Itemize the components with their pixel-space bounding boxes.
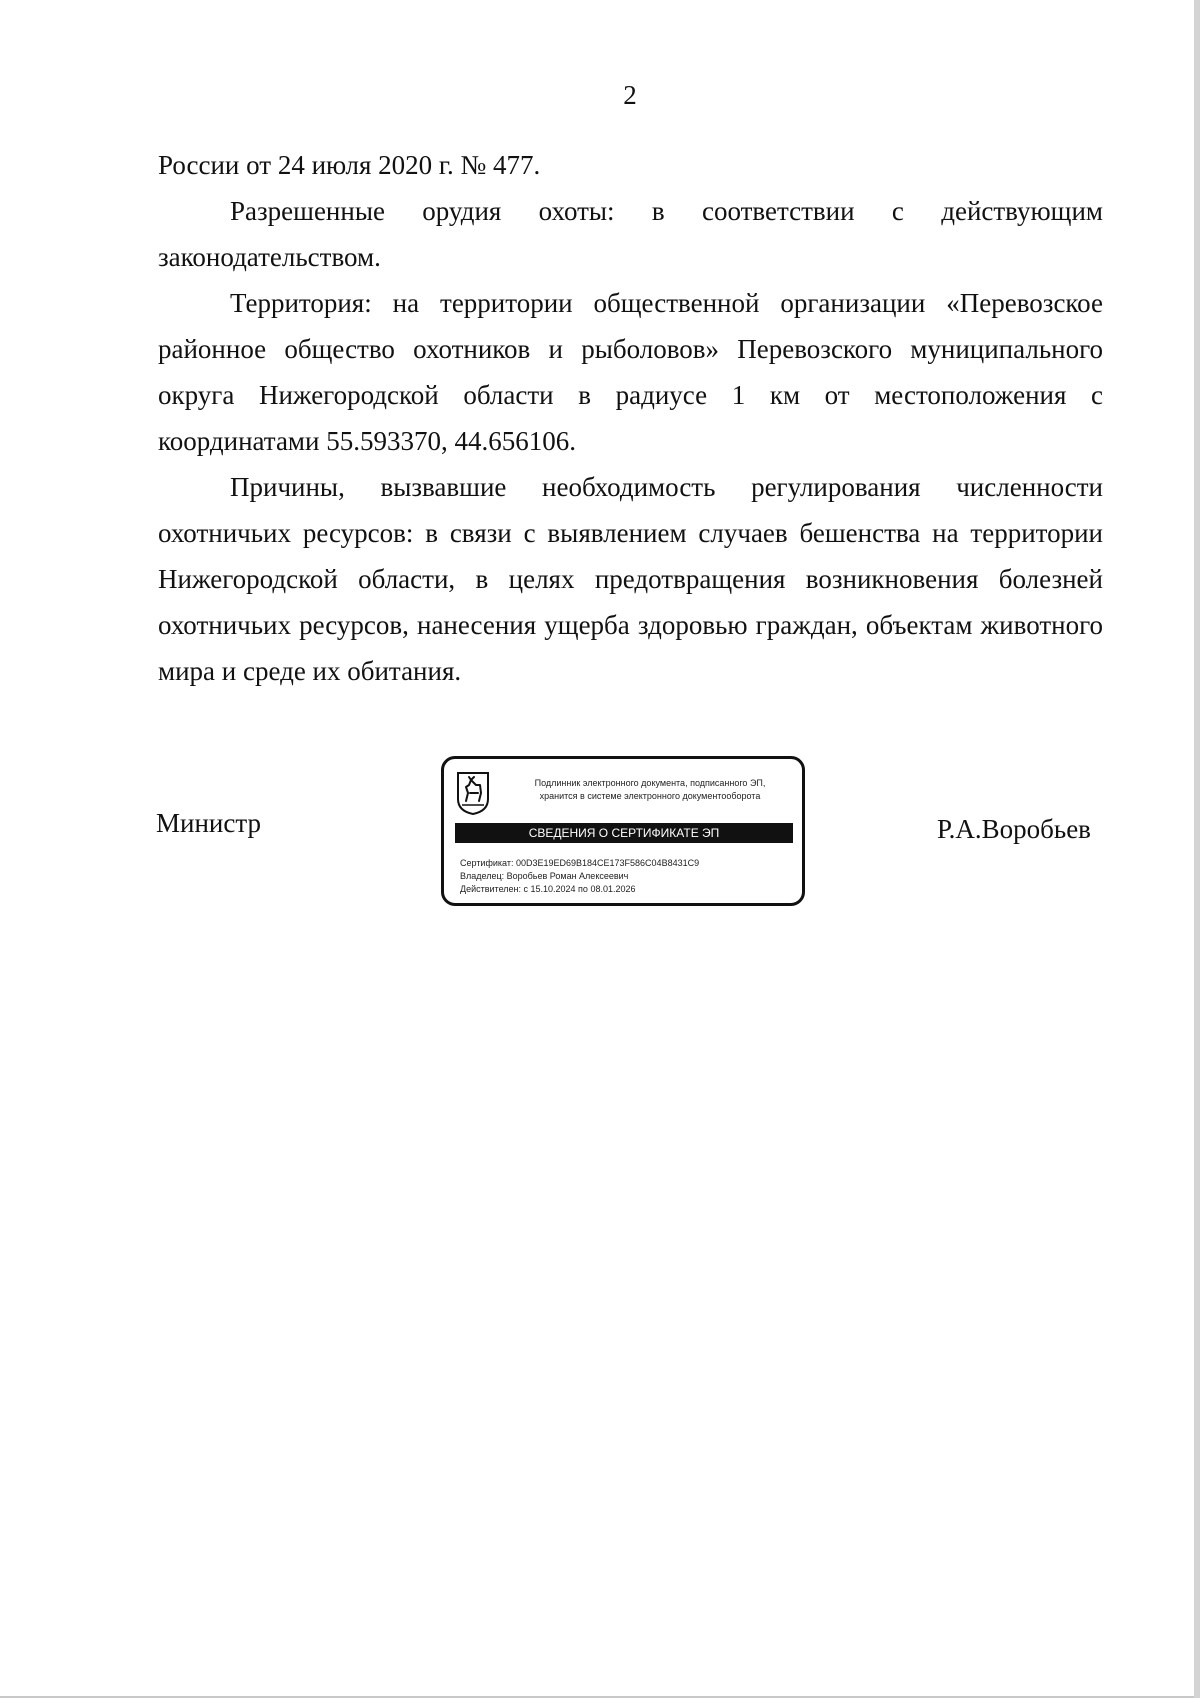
page-number: 2 — [623, 80, 637, 110]
electronic-signature-stamp — [441, 756, 805, 906]
certificate-owner: Владелец: Воробьев Роман Алексеевич — [460, 871, 629, 881]
paragraph-continuation: России от 24 июля 2020 г. № 477. — [158, 150, 541, 180]
paragraph-reasons: Причины, вызвавшие необходимость регулирования численности охотничьих ресурсов: в связи с выявлением случаев бешенства на территории Нижегородской области, в целях предотвращения возникновения болезней охотничьих ресурсов, нанесения ущерба здоровью граждан, объектам животного мира и среде их обитания. — [158, 472, 1103, 686]
stamp-header-line: хранится в системе электронного документооборота — [539, 791, 761, 801]
stamp-title-bar: СВЕДЕНИЯ О СЕРТИФИКАТЕ ЭП — [455, 823, 793, 843]
nizhny-novgorod-deer-emblem-icon — [456, 771, 490, 815]
document-body — [158, 142, 1103, 694]
stamp-certificate-details — [460, 857, 699, 896]
stamp-header — [502, 777, 798, 803]
signer-position: Министр — [156, 808, 261, 838]
certificate-validity: Действителен: с 15.10.2024 по 08.01.2026 — [460, 884, 636, 894]
paragraph-hunting-tools: Разрешенные орудия охоты: в соответствии с действующим законодательством. — [158, 196, 1103, 272]
signer-name: Р.А.Воробьев — [937, 814, 1091, 844]
paragraph-territory: Территория: на территории общественной организации «Перевозское районное общество охотников и рыболовов» Перевозского муниципального округа Нижегородской области в радиусе 1 км от местоположения с координатами 55.593370, 44.656106. — [158, 288, 1103, 456]
page-edge-shadow — [1194, 0, 1200, 1698]
certificate-number: Сертификат: 00D3E19ED69B184CE173F586C04B8431C9 — [460, 858, 700, 868]
stamp-header-line: Подлинник электронного документа, подписанного ЭП, — [534, 778, 766, 788]
